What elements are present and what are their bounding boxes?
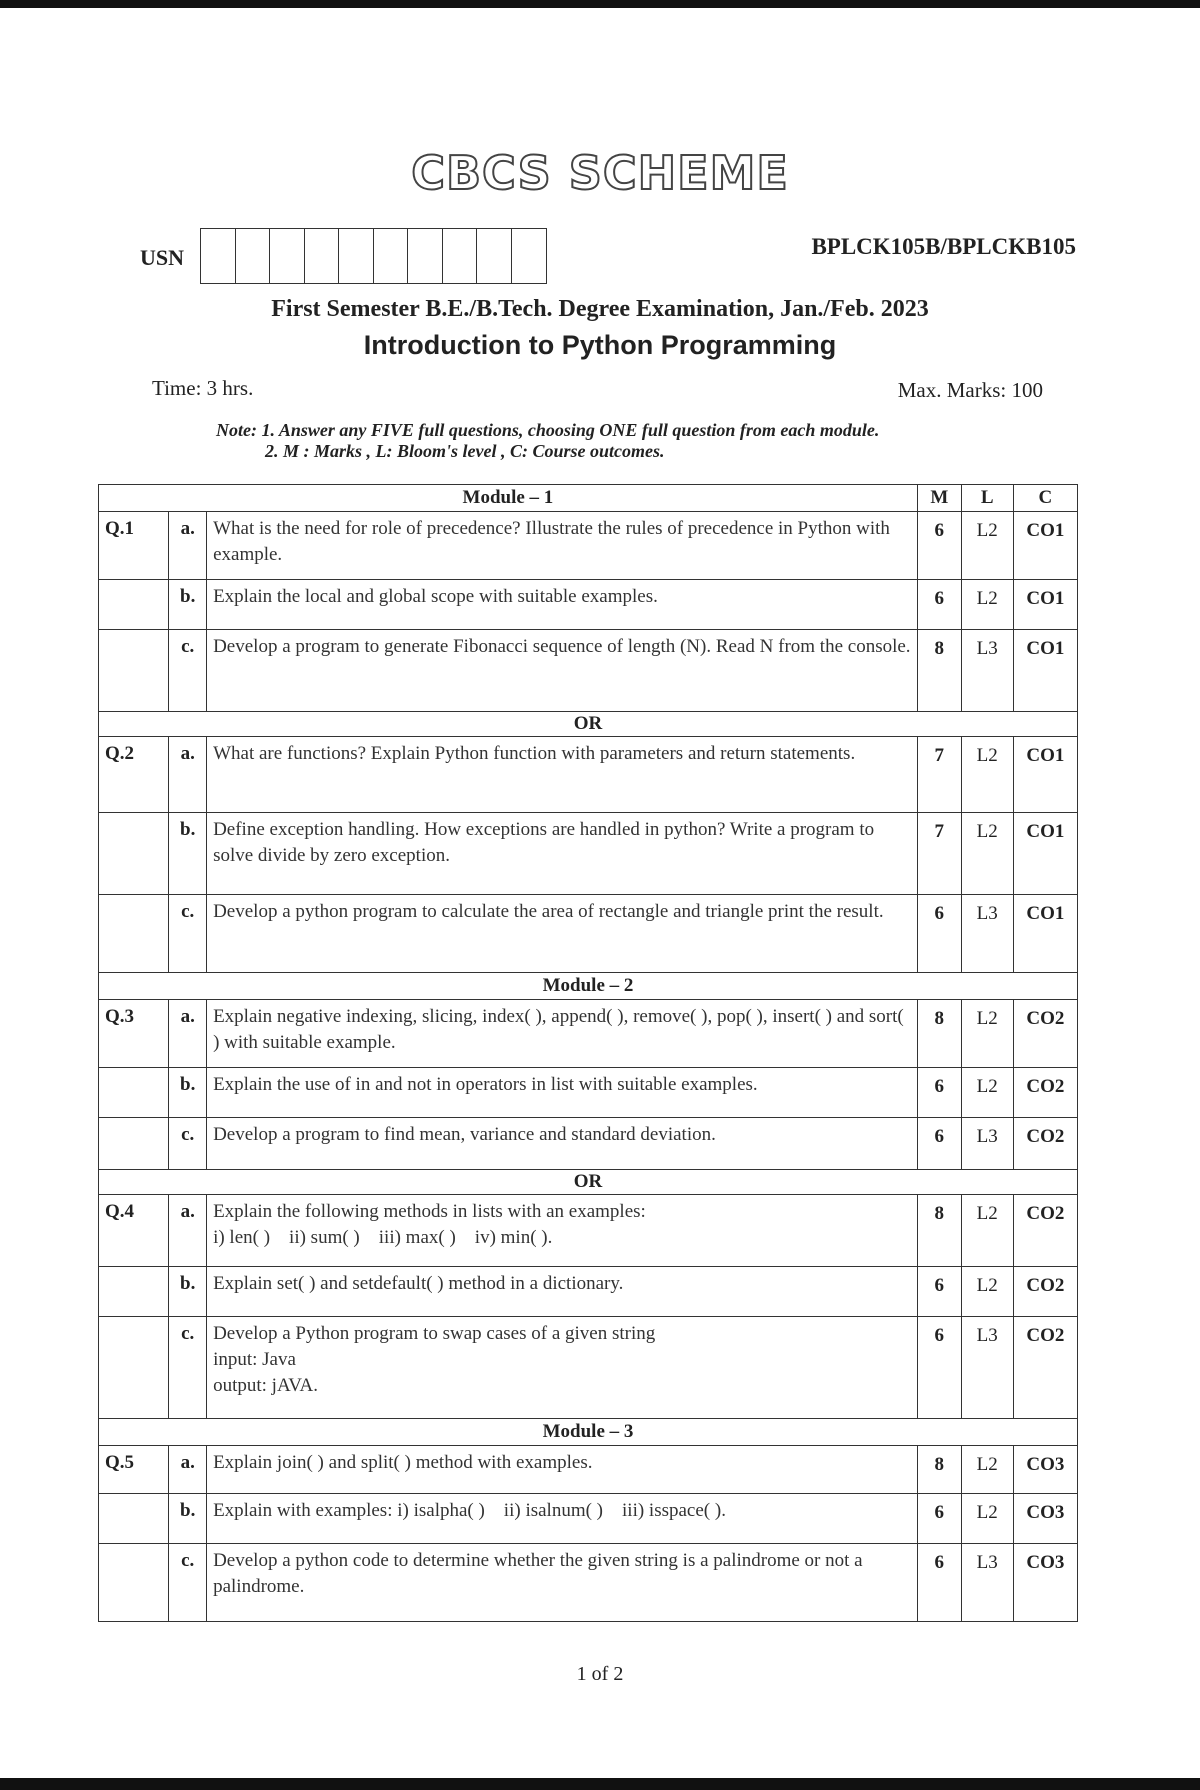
level: L2 — [961, 1267, 1013, 1317]
marks: 6 — [917, 1118, 961, 1170]
question-text: Develop a program to find mean, variance and standard deviation. — [207, 1118, 918, 1170]
exam-title: First Semester B.E./B.Tech. Degree Examination, Jan./Feb. 2023 — [271, 296, 929, 322]
usn-label: USN — [140, 245, 185, 270]
question-text-line: i) len( ) ii) sum( ) iii) max( ) iv) min( ). — [213, 1227, 553, 1248]
level: L3 — [961, 1544, 1013, 1622]
question-number-empty — [99, 1118, 169, 1170]
sub-label: a. — [169, 1195, 207, 1267]
question-number-empty — [99, 630, 169, 712]
outcome: CO2 — [1013, 1267, 1077, 1317]
page-number: 1 of 2 — [576, 1663, 624, 1685]
sub-label: c. — [169, 1317, 207, 1419]
level: L2 — [961, 1068, 1013, 1118]
sub-label: a. — [169, 512, 207, 580]
usn-box — [339, 229, 374, 283]
sub-label: c. — [169, 1118, 207, 1170]
question-text-line: Develop a Python program to swap cases of a given string — [213, 1323, 656, 1344]
question-number-empty — [99, 813, 169, 895]
question-row — [99, 1317, 1078, 1419]
marks: 6 — [917, 512, 961, 580]
question-row — [99, 813, 1078, 895]
level: L3 — [961, 1317, 1013, 1419]
or-separator — [99, 1170, 1078, 1195]
sub-label: a. — [169, 1000, 207, 1068]
usn-box — [305, 229, 340, 283]
question-row — [99, 737, 1078, 813]
question-row — [99, 1195, 1078, 1267]
marks: 6 — [917, 1317, 961, 1419]
outcome: CO1 — [1013, 895, 1077, 973]
question-number-empty — [99, 580, 169, 630]
question-number-empty — [99, 1068, 169, 1118]
usn-box — [408, 229, 443, 283]
question-text: Explain negative indexing, slicing, index( ), append( ), remove( ), pop( ), insert( ) and sort( ) with suitable example. — [207, 1000, 918, 1068]
level: L2 — [961, 1195, 1013, 1267]
question-number: Q.1 — [99, 512, 169, 580]
marks: 6 — [917, 580, 961, 630]
sub-label: c. — [169, 630, 207, 712]
col-level-header: L — [961, 485, 1013, 512]
marks: 8 — [917, 1000, 961, 1068]
question-number-empty — [99, 1494, 169, 1544]
question-row — [99, 1446, 1078, 1494]
question-text-line: input: Java — [213, 1349, 296, 1370]
max-marks: Max. Marks: 100 — [897, 378, 1043, 402]
outcome: CO1 — [1013, 737, 1077, 813]
marks: 8 — [917, 630, 961, 712]
level: L3 — [961, 630, 1013, 712]
marks: 8 — [917, 1195, 961, 1267]
outcome: CO1 — [1013, 813, 1077, 895]
outcome: CO3 — [1013, 1544, 1077, 1622]
marks: 6 — [917, 1267, 961, 1317]
outcome: CO3 — [1013, 1446, 1077, 1494]
questions-table — [98, 484, 1078, 1622]
question-number: Q.3 — [99, 1000, 169, 1068]
question-text — [207, 1195, 918, 1267]
question-number: Q.2 — [99, 737, 169, 813]
question-number-empty — [99, 895, 169, 973]
outcome: CO2 — [1013, 1118, 1077, 1170]
question-text — [207, 1317, 918, 1419]
level: L2 — [961, 580, 1013, 630]
level: L3 — [961, 895, 1013, 973]
outcome: CO3 — [1013, 1494, 1077, 1544]
marks: 6 — [917, 1494, 961, 1544]
sub-label: c. — [169, 895, 207, 973]
level: L2 — [961, 1494, 1013, 1544]
module-title: Module – 2 — [99, 973, 1078, 1000]
question-text: Define exception handling. How exceptions are handled in python? Write a program to solve divide by zero exception. — [207, 813, 918, 895]
or-label: OR — [99, 1170, 1078, 1195]
scan-bottom-edge — [0, 1778, 1200, 1790]
note-line-2: 2. M : Marks , L: Bloom's level , C: Course outcomes. — [265, 441, 665, 461]
question-text: Develop a python program to calculate the area of rectangle and triangle print the result. — [207, 895, 918, 973]
outcome: CO2 — [1013, 1317, 1077, 1419]
question-text: What is the need for role of precedence? Illustrate the rules of precedence in Python with example. — [207, 512, 918, 580]
question-number: Q.4 — [99, 1195, 169, 1267]
question-text: Explain the use of in and not in operators in list with suitable examples. — [207, 1068, 918, 1118]
question-text: What are functions? Explain Python function with parameters and return statements. — [207, 737, 918, 813]
module-header-row — [99, 485, 1078, 512]
level: L3 — [961, 1118, 1013, 1170]
outcome: CO2 — [1013, 1195, 1077, 1267]
question-text: Explain join( ) and split( ) method with examples. — [207, 1446, 918, 1494]
outcome: CO1 — [1013, 512, 1077, 580]
marks: 6 — [917, 1544, 961, 1622]
or-separator — [99, 712, 1078, 737]
level: L2 — [961, 1000, 1013, 1068]
question-row — [99, 630, 1078, 712]
module-header-row — [99, 1419, 1078, 1446]
or-label: OR — [99, 712, 1078, 737]
usn-boxes — [200, 228, 547, 284]
question-number: Q.5 — [99, 1446, 169, 1494]
question-text: Develop a program to generate Fibonacci sequence of length (N). Read N from the console. — [207, 630, 918, 712]
usn-box — [201, 229, 236, 283]
usn-box — [270, 229, 305, 283]
scheme-stamp: CBCS SCHEME — [411, 146, 789, 200]
marks: 6 — [917, 895, 961, 973]
sub-label: a. — [169, 1446, 207, 1494]
marks: 7 — [917, 737, 961, 813]
question-row — [99, 895, 1078, 973]
module-title: Module – 3 — [99, 1419, 1078, 1446]
question-text: Develop a python code to determine whether the given string is a palindrome or not a palindrome. — [207, 1544, 918, 1622]
question-text-line: output: jAVA. — [213, 1375, 318, 1396]
question-number-empty — [99, 1317, 169, 1419]
question-row — [99, 1118, 1078, 1170]
question-row — [99, 580, 1078, 630]
question-row — [99, 1544, 1078, 1622]
outcome: CO2 — [1013, 1000, 1077, 1068]
question-text: Explain set( ) and setdefault( ) method in a dictionary. — [207, 1267, 918, 1317]
question-text: Explain with examples: i) isalpha( ) ii) isalnum( ) iii) isspace( ). — [207, 1494, 918, 1544]
level: L2 — [961, 1446, 1013, 1494]
question-text: Explain the local and global scope with suitable examples. — [207, 580, 918, 630]
usn-box — [512, 229, 547, 283]
module-title: Module – 1 — [99, 485, 918, 512]
outcome: CO2 — [1013, 1068, 1077, 1118]
sub-label: b. — [169, 1267, 207, 1317]
exam-duration: Time: 3 hrs. — [152, 376, 254, 400]
marks: 7 — [917, 813, 961, 895]
level: L2 — [961, 737, 1013, 813]
sub-label: b. — [169, 1068, 207, 1118]
level: L2 — [961, 813, 1013, 895]
usn-box — [374, 229, 409, 283]
note-line-1: Note: 1. Answer any FIVE full questions, choosing ONE full question from each module. — [216, 420, 880, 440]
question-text-line: Explain the following methods in lists with an examples: — [213, 1201, 646, 1222]
level: L2 — [961, 512, 1013, 580]
module-header-row — [99, 973, 1078, 1000]
question-number-empty — [99, 1544, 169, 1622]
usn-box — [477, 229, 512, 283]
question-number-empty — [99, 1267, 169, 1317]
question-row — [99, 512, 1078, 580]
outcome: CO1 — [1013, 580, 1077, 630]
question-row — [99, 1267, 1078, 1317]
sub-label: b. — [169, 580, 207, 630]
exam-note — [216, 420, 879, 462]
sub-label: b. — [169, 1494, 207, 1544]
usn-box — [443, 229, 478, 283]
col-marks-header: M — [917, 485, 961, 512]
question-row — [99, 1068, 1078, 1118]
marks: 8 — [917, 1446, 961, 1494]
paper-code: BPLCK105B/BPLCKB105 — [811, 234, 1076, 259]
subject-title: Introduction to Python Programming — [363, 330, 837, 360]
outcome: CO1 — [1013, 630, 1077, 712]
marks: 6 — [917, 1068, 961, 1118]
sub-label: b. — [169, 813, 207, 895]
col-outcome-header: C — [1013, 485, 1077, 512]
sub-label: c. — [169, 1544, 207, 1622]
usn-box — [236, 229, 271, 283]
scan-top-edge — [0, 0, 1200, 8]
sub-label: a. — [169, 737, 207, 813]
question-row — [99, 1494, 1078, 1544]
question-row — [99, 1000, 1078, 1068]
